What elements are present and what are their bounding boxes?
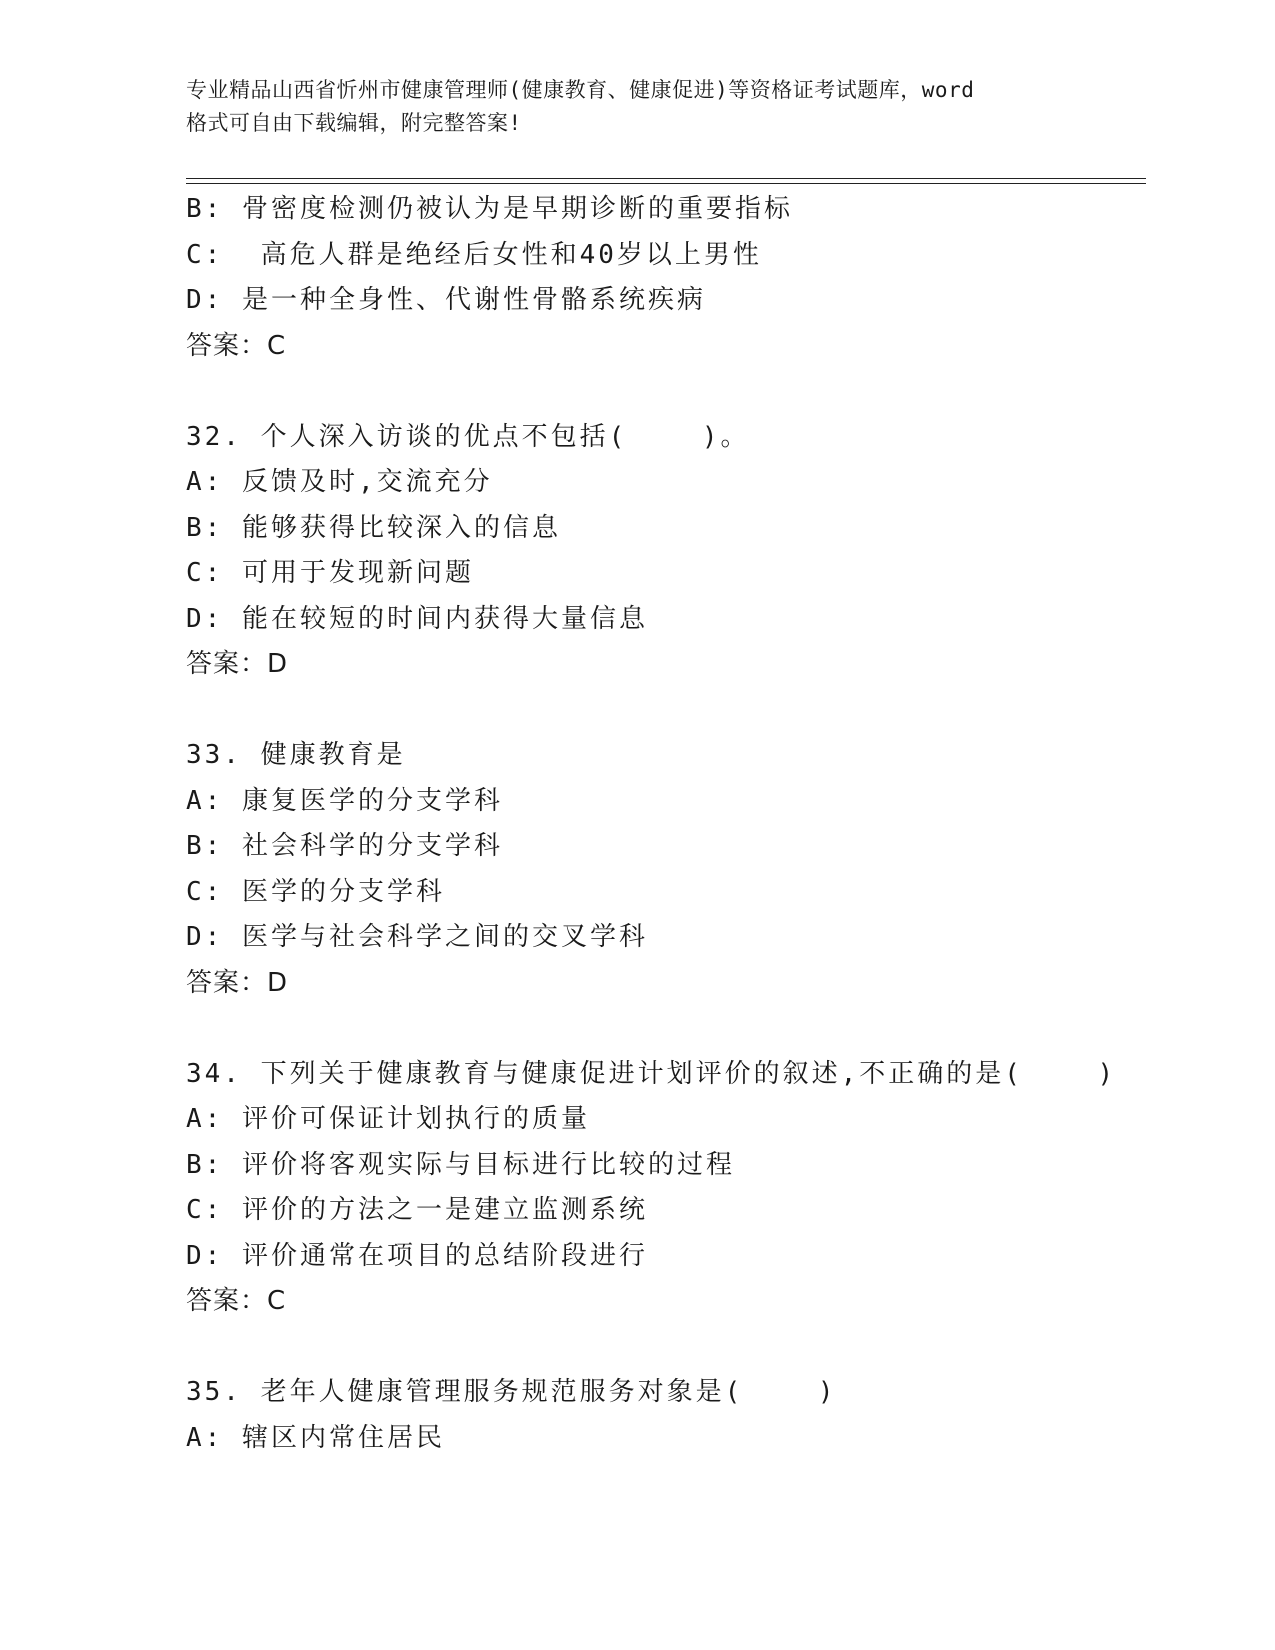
- option-a: A: 辖区内常住居民: [186, 1422, 445, 1453]
- question-33: [186, 733, 1166, 1006]
- option-a: A: 康复医学的分支学科: [186, 785, 503, 816]
- answer: 答案：D: [186, 967, 289, 998]
- question-stem: 33. 健康教育是: [186, 740, 406, 770]
- question-31: [186, 187, 1166, 369]
- option-a: A: 反馈及时,交流充分: [186, 467, 493, 497]
- spacer: [186, 1325, 1166, 1371]
- header-rule-top: [186, 178, 1146, 179]
- option-d: D: 是一种全身性、代谢性骨骼系统疾病: [186, 285, 706, 315]
- option-c: C: 可用于发现新问题: [186, 558, 474, 588]
- question-34: [186, 1052, 1166, 1325]
- option-b: B: 能够获得比较深入的信息: [186, 512, 561, 543]
- option-c: C: 评价的方法之一是建立监测系统: [186, 1195, 648, 1225]
- document-header: [186, 74, 1086, 140]
- option-a: A: 评价可保证计划执行的质量: [186, 1104, 590, 1134]
- spacer: [186, 688, 1166, 734]
- question-35: [186, 1370, 1166, 1461]
- answer: 答案：C: [186, 1286, 287, 1316]
- header-line-2: 格式可自由下载编辑，附完整答案!: [186, 111, 522, 135]
- option-d: D: 医学与社会科学之间的交叉学科: [186, 922, 648, 952]
- question-stem: 35. 老年人健康管理服务规范服务对象是( ): [186, 1377, 837, 1407]
- option-b: B: 社会科学的分支学科: [186, 831, 503, 861]
- option-b: B: 骨密度检测仍被认为是早期诊断的重要指标: [186, 194, 793, 224]
- question-32: [186, 415, 1166, 688]
- spacer: [186, 369, 1166, 415]
- option-c: C: 医学的分支学科: [186, 876, 445, 907]
- question-list: [186, 187, 1166, 1461]
- header-line-1: 专业精品山西省忻州市健康管理师(健康教育、健康促进)等资格证考试题库，word: [186, 78, 975, 102]
- option-d: D: 能在较短的时间内获得大量信息: [186, 603, 648, 634]
- question-stem: 34. 下列关于健康教育与健康促进计划评价的叙述,不正确的是( ): [186, 1058, 1117, 1089]
- option-c: C: 高危人群是绝经后女性和40岁以上男性: [186, 239, 762, 270]
- header-rule-bottom: [186, 183, 1146, 184]
- answer: 答案：D: [186, 649, 289, 679]
- answer: 答案：C: [186, 330, 287, 361]
- option-d: D: 评价通常在项目的总结阶段进行: [186, 1240, 648, 1271]
- spacer: [186, 1006, 1166, 1052]
- option-b: B: 评价将客观实际与目标进行比较的过程: [186, 1149, 735, 1180]
- question-stem: 32. 个人深入访谈的优点不包括( )。: [186, 421, 750, 452]
